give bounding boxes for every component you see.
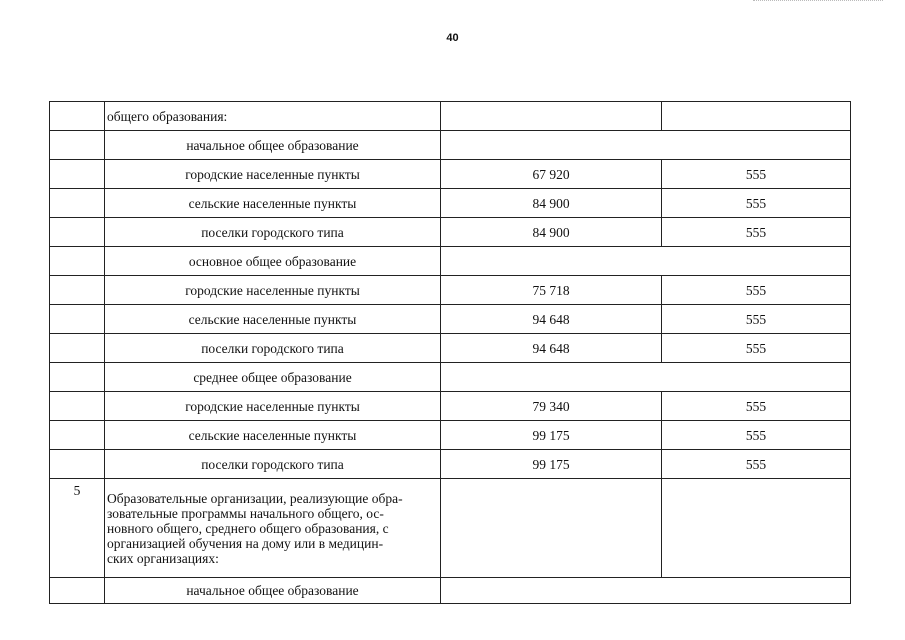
- category-name-cell: сельские населенные пункты: [105, 421, 441, 450]
- scan-artifact: [753, 0, 883, 5]
- tariff-table-body: [50, 102, 851, 604]
- table-row: [50, 578, 851, 604]
- category-name-cell: сельские населенные пункты: [105, 305, 441, 334]
- cost-value-cell: 67 920: [441, 160, 662, 189]
- description-line: ских организациях:: [107, 550, 219, 566]
- empty-merged-cell: [441, 578, 851, 604]
- empty-merged-cell: [441, 131, 851, 160]
- description-line: зовательные программы начального общего, ос-: [107, 505, 384, 521]
- table-row: [50, 276, 851, 305]
- category-name-cell: среднее общее образование: [105, 363, 441, 392]
- section-description-cell: [105, 479, 441, 578]
- category-name-cell: начальное общее образование: [105, 131, 441, 160]
- norm-value-cell: 555: [662, 334, 851, 363]
- row-number-cell: [50, 305, 105, 334]
- table-row: [50, 247, 851, 276]
- row-number-cell: [50, 334, 105, 363]
- row-number-cell: [50, 392, 105, 421]
- norm-value-cell: 555: [662, 189, 851, 218]
- norm-value-cell: 555: [662, 305, 851, 334]
- row-number-cell: [50, 247, 105, 276]
- row-number-cell: [50, 363, 105, 392]
- norm-value-cell: 555: [662, 421, 851, 450]
- cost-value-cell: 75 718: [441, 276, 662, 305]
- category-name-cell: городские населенные пункты: [105, 392, 441, 421]
- category-name-cell: поселки городского типа: [105, 450, 441, 479]
- row-number-cell: [50, 189, 105, 218]
- cost-value-cell: 79 340: [441, 392, 662, 421]
- norm-value-cell: 555: [662, 392, 851, 421]
- table-row: [50, 218, 851, 247]
- table-row: [50, 334, 851, 363]
- tariff-table: [49, 101, 851, 604]
- category-name-cell: сельские населенные пункты: [105, 189, 441, 218]
- row-number-cell: [50, 218, 105, 247]
- row-number-cell: [50, 421, 105, 450]
- cost-value-cell: 84 900: [441, 189, 662, 218]
- empty-merged-cell: [441, 363, 851, 392]
- table-row: [50, 450, 851, 479]
- category-name-cell: поселки городского типа: [105, 218, 441, 247]
- cost-value-cell: 99 175: [441, 450, 662, 479]
- cost-value-cell: 94 648: [441, 305, 662, 334]
- category-name-cell: общего образования:: [105, 102, 441, 131]
- empty-merged-cell: [441, 247, 851, 276]
- norm-value-cell: 555: [662, 276, 851, 305]
- table-row: [50, 305, 851, 334]
- table-row: [50, 160, 851, 189]
- row-number-cell: [50, 131, 105, 160]
- category-name-cell: городские населенные пункты: [105, 160, 441, 189]
- row-number-cell: [50, 160, 105, 189]
- cost-value-cell: 84 900: [441, 218, 662, 247]
- description-line: новного общего, среднего общего образования, с: [107, 520, 389, 536]
- row-number-cell: [50, 276, 105, 305]
- cost-value-cell: [441, 102, 662, 131]
- category-name-cell: городские населенные пункты: [105, 276, 441, 305]
- norm-value-cell: 555: [662, 450, 851, 479]
- page-number: 40: [446, 32, 459, 44]
- cost-value-cell: 99 175: [441, 421, 662, 450]
- row-number-cell: [50, 450, 105, 479]
- category-name-cell: поселки городского типа: [105, 334, 441, 363]
- category-name-cell: основное общее образование: [105, 247, 441, 276]
- norm-value-cell: 555: [662, 218, 851, 247]
- category-name-cell: начальное общее образование: [105, 578, 441, 604]
- description-line: Образовательные организации, реализующие обра-: [107, 490, 403, 506]
- description-line: организацией обучения на дому или в медицин-: [107, 535, 384, 551]
- cost-value-cell: 94 648: [441, 334, 662, 363]
- section-5-row: [50, 479, 851, 578]
- table-row: [50, 189, 851, 218]
- norm-value-cell: [662, 102, 851, 131]
- table-row: [50, 131, 851, 160]
- empty-value-cell: [441, 479, 662, 578]
- empty-norm-cell: [662, 479, 851, 578]
- row-number-cell: [50, 578, 105, 604]
- table-row: [50, 421, 851, 450]
- table-row: [50, 363, 851, 392]
- section-number-cell: 5: [50, 479, 105, 578]
- norm-value-cell: 555: [662, 160, 851, 189]
- table-row: [50, 392, 851, 421]
- row-number-cell: [50, 102, 105, 131]
- table-row: [50, 102, 851, 131]
